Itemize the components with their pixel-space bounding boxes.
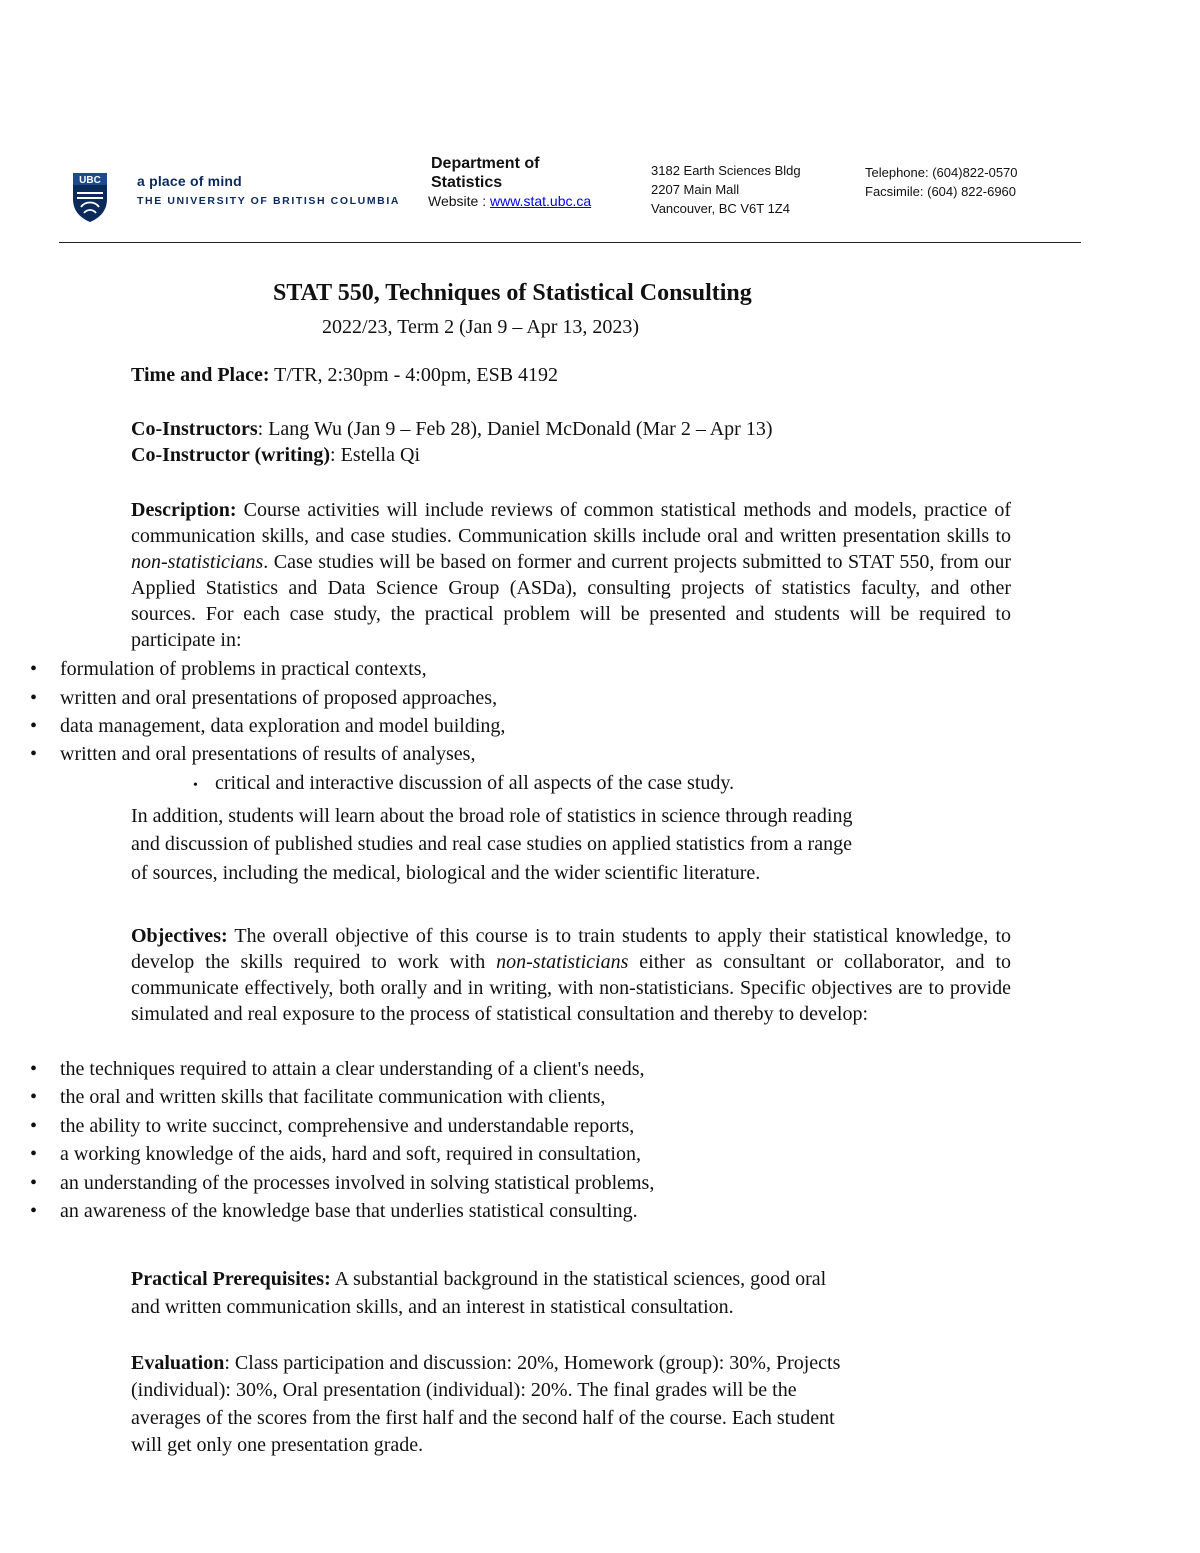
list-item-text: written and oral presentations of proposed approaches, <box>60 687 498 709</box>
address-line: 3182 Earth Sciences Bldg <box>651 163 801 178</box>
website-line <box>428 193 591 209</box>
list-item-text: the ability to write succinct, comprehensive and understandable reports, <box>60 1115 635 1137</box>
list-item <box>30 713 505 739</box>
bullet: • <box>30 1115 38 1137</box>
description-paragraph <box>131 497 1011 653</box>
list-item <box>30 741 475 767</box>
ubc-crest-logo <box>71 171 109 223</box>
prerequisites-text: A substantial background in the statistical sciences, good oral <box>330 1268 827 1290</box>
list-item-indented <box>193 770 734 799</box>
telephone: Telephone: (604)822-0570 <box>865 165 1018 180</box>
facsimile: Facsimile: (604) 822-6960 <box>865 184 1017 199</box>
list-item-text: an awareness of the knowledge base that underlies statistical consulting. <box>60 1200 638 1222</box>
co-instructors <box>131 416 773 442</box>
bullet: • <box>30 658 38 680</box>
prerequisites-line: and written communication skills, and an interest in statistical consultation. <box>131 1296 734 1318</box>
department-line-1: Department of <box>431 155 540 172</box>
time-and-place <box>131 362 558 388</box>
list-item <box>30 1198 638 1224</box>
time-place-label: Time and Place: <box>131 364 270 386</box>
address-line: Vancouver, BC V6T 1Z4 <box>651 201 790 216</box>
list-item <box>30 1084 605 1110</box>
bullet: • <box>30 1143 38 1165</box>
list-item-text: written and oral presentations of results of analyses, <box>60 743 476 765</box>
bullet: • <box>30 1200 38 1222</box>
contact-numbers <box>865 163 1018 201</box>
objectives-paragraph <box>131 923 1011 1027</box>
course-title: STAT 550, Techniques of Statistical Consulting <box>273 280 752 306</box>
list-item-text: the techniques required to attain a clear understanding of a client's needs, <box>60 1058 645 1080</box>
bullet: • <box>30 1172 38 1194</box>
prerequisites <box>131 1266 826 1292</box>
description-text-cont: . Case studies will be based on former and current projects submitted to STAT 550, from our Applied Statistics and Data Science Group (ASDa), consulting projects of statistics faculty, and other sources. For each case study, the practical problem will be presented and students will be required to participate in: <box>131 551 1011 651</box>
addition-line: and discussion of published studies and real case studies on applied statistics from a range <box>131 833 852 855</box>
tagline: a place of mind <box>137 173 242 189</box>
bullet: • <box>30 743 38 765</box>
evaluation <box>131 1350 840 1376</box>
co-instructors-value: : Lang Wu (Jan 9 – Feb 28), Daniel McDonald (Mar 2 – Apr 13) <box>257 418 773 440</box>
list-item <box>30 1113 634 1139</box>
mailing-address <box>651 161 801 218</box>
evaluation-line: (individual): 30%, Oral presentation (individual): 20%. The final grades will be the <box>131 1379 797 1401</box>
list-item-text: data management, data exploration and model building, <box>60 715 506 737</box>
list-item <box>30 1141 641 1167</box>
bullet: • <box>30 687 38 709</box>
list-item-text: the oral and written skills that facilitate communication with clients, <box>60 1086 606 1108</box>
list-item <box>30 1056 645 1082</box>
crest-label: UBC <box>79 175 101 186</box>
objectives-label: Objectives: <box>131 925 228 947</box>
objectives-text-cont: either as consultant or collaborator, and to communicate effectively, both orally and in writing, with non-statisticians. Specific objectives are to provide simulated and real exposure to the process of statistical consultation and thereby to develop: <box>131 951 1011 1025</box>
university-name: THE UNIVERSITY OF BRITISH COLUMBIA <box>137 195 401 207</box>
description-emphasis: non-statisticians <box>131 551 264 573</box>
list-item <box>30 1170 654 1196</box>
list-item <box>30 656 427 682</box>
co-instructor-writing-value: : Estella Qi <box>330 444 421 466</box>
department-name <box>431 154 539 192</box>
objectives-text: The overall objective of this course is to train students to apply their statistical knowledge, to develop the skills required to work with <box>131 925 1011 973</box>
evaluation-text: : Class participation and discussion: 20%, Homework (group): 30%, Projects <box>224 1352 841 1374</box>
website-label: Website : <box>428 193 490 209</box>
addition-line: In addition, students will learn about the broad role of statistics in science through reading <box>131 805 853 827</box>
objectives-emphasis: non-statisticians <box>496 951 629 973</box>
list-item-text: critical and interactive discussion of all aspects of the case study. <box>215 772 735 794</box>
list-item-text: formulation of problems in practical contexts, <box>60 658 427 680</box>
department-line-2: Statistics <box>431 174 503 191</box>
list-item-text: an understanding of the processes involved in solving statistical problems, <box>60 1172 655 1194</box>
co-instructors-label: Co-Instructors <box>131 418 258 440</box>
bullet: • <box>30 715 38 737</box>
co-instructor-writing <box>131 442 420 468</box>
time-place-value: T/TR, 2:30pm - 4:00pm, ESB 4192 <box>269 364 559 386</box>
description-text: Course activities will include reviews of common statistical methods and models, practice of communication skills, and case studies. Communication skills include oral and written presentation skills to <box>131 499 1011 547</box>
evaluation-line: averages of the scores from the first half and the second half of the course. Each student <box>131 1407 835 1429</box>
co-instructor-writing-label: Co-Instructor (writing) <box>131 444 331 466</box>
course-term: 2022/23, Term 2 (Jan 9 – Apr 13, 2023) <box>322 316 640 338</box>
address-line: 2207 Main Mall <box>651 182 740 197</box>
bullet: • <box>193 778 198 793</box>
bullet: • <box>30 1086 38 1108</box>
evaluation-line: will get only one presentation grade. <box>131 1434 424 1456</box>
evaluation-label: Evaluation <box>131 1352 225 1374</box>
header-divider <box>59 242 1081 243</box>
description-label: Description: <box>131 499 237 521</box>
list-item <box>30 685 497 711</box>
list-item-text: a working knowledge of the aids, hard and soft, required in consultation, <box>60 1143 641 1165</box>
website-link[interactable]: www.stat.ubc.ca <box>490 193 592 209</box>
prerequisites-label: Practical Prerequisites: <box>131 1268 331 1290</box>
addition-line: of sources, including the medical, biological and the wider scientific literature. <box>131 862 761 884</box>
bullet: • <box>30 1058 38 1080</box>
